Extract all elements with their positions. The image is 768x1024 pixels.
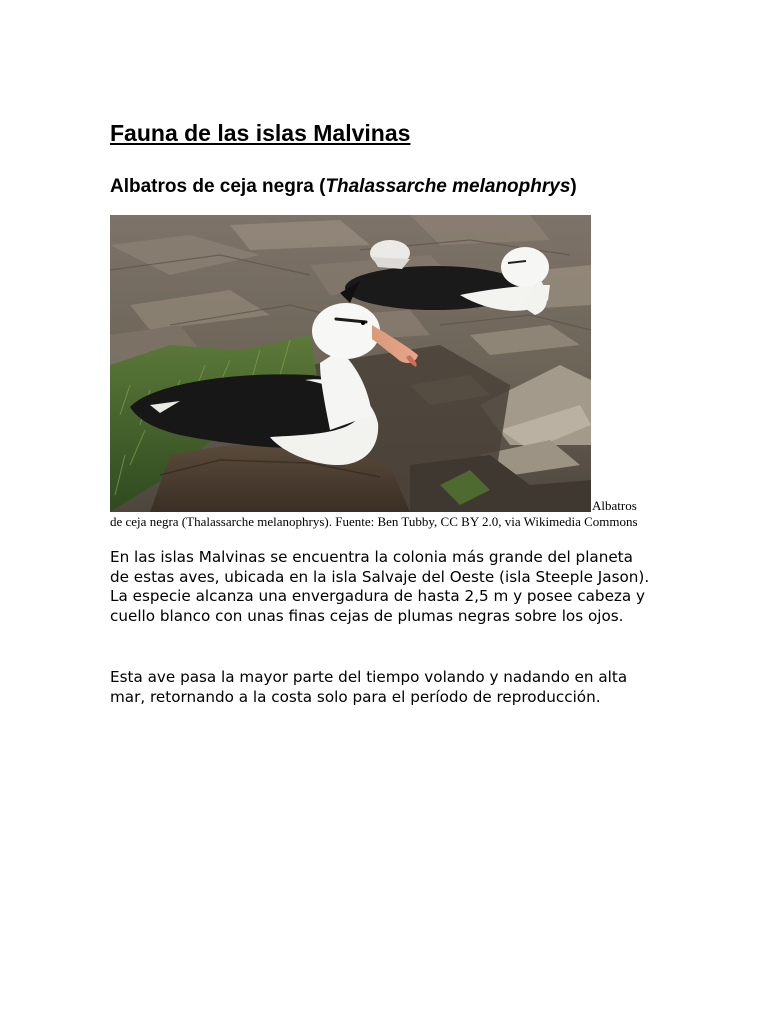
paragraph-colony: En las islas Malvinas se encuentra la colonia más grande del planeta de estas aves, ubicada en la isla Salvaje del Oeste (isla Steeple Jason). La especie alcanza una envergadura de hasta 2,5 m y posee cabeza y cuello blanco con unas finas cejas de plumas negras sobre los ojos. [110, 548, 650, 625]
image-caption: Albatros de ceja negra (Thalassarche melanophrys). Fuente: Ben Tubby, CC BY 2.0, via Wikimedia Commons [110, 498, 638, 529]
section-heading-prefix: Albatros de ceja negra ( [110, 176, 326, 197]
albatross-photo [110, 215, 591, 512]
section-heading [110, 176, 577, 198]
paragraph-behavior: Esta ave pasa la mayor parte del tiempo volando y nadando en alta mar, retornando a la costa solo para el período de reproducción. [110, 668, 628, 706]
albatross-illustration [110, 215, 591, 512]
scientific-name: Thalassarche melanophrys [325, 176, 571, 197]
section-heading-suffix: ) [570, 176, 577, 197]
page-title: Fauna de las islas Malvinas [110, 120, 411, 146]
